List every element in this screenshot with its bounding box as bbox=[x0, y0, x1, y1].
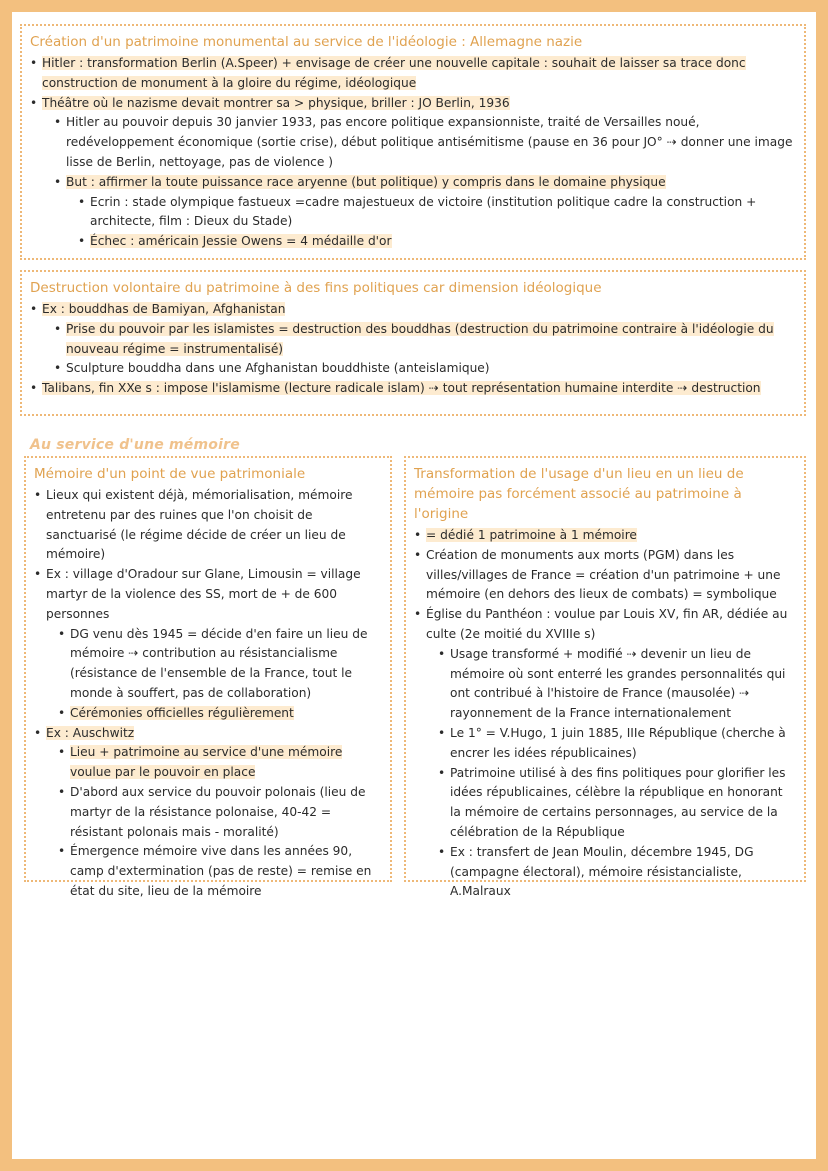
list-item: • Lieux qui existent déjà, mémorialisation, mémoire entretenu par des ruines que l'on choisit de sanctuarisé (le régime décide de créer un lieu de mémoire) bbox=[34, 486, 382, 565]
bullet-list bbox=[34, 486, 382, 902]
bullet-list bbox=[414, 526, 796, 902]
bullet-list bbox=[30, 54, 796, 252]
list-item: • Théâtre où le nazisme devait montrer sa > physique, briller : JO Berlin, 1936 • Hitler au pouvoir depuis 30 janvier 1933, pas encore politique expansionniste, traité de Versailles noué, redéveloppement économique (sortie crise), début politique antisémitisme (pause en 36 pour JO° ⇢ donner une image lisse de Berlin, nettoyage, pas de violence ) • But : affirmer la toute puissance race aryenne (but politique) y compris dans le domaine physique • Ecrin : stade olympique fastueux =cadre majestueux de victoire (institution politique cadre la construction + architecte, film : Dieux du Stade) • Échec : américain Jessie Owens = 4 médaille d'or bbox=[30, 94, 796, 252]
list-item: • Talibans, fin XXe s : impose l'islamisme (lecture radicale islam) ⇢ tout représentation humaine interdite ⇢ destruction bbox=[30, 379, 796, 399]
list-item: • Ex : Auschwitz • Lieu + patrimoine au service d'une mémoire voulue par le pouvoir en place • D'abord aux service du pouvoir polonais (lieu de martyr de la résistance polonaise, 40-42 = résistant polonais mais - moralité) • Émergence mémoire vive dans les années 90, camp d'extermination (pas de reste) = remise en état du site, lieu de la mémoire bbox=[34, 724, 382, 902]
section-title: Mémoire d'un point de vue patrimoniale bbox=[34, 466, 306, 482]
list-item: • D'abord aux service du pouvoir polonais (lieu de martyr de la résistance polonaise, 40-42 = résistant polonais mais - moralité) bbox=[58, 783, 382, 842]
list-item: • Sculpture bouddha dans une Afghanistan bouddhiste (anteislamique) bbox=[54, 359, 796, 379]
list-item: • Ex : transfert de Jean Moulin, décembre 1945, DG (campagne électoral), mémoire résistancialiste, A.Malraux bbox=[438, 843, 796, 902]
list-item: • Hitler : transformation Berlin (A.Speer) + envisage de créer une nouvelle capitale : souhait de laisser sa trace donc construction de monument à la gloire du régime, idéologique bbox=[30, 54, 796, 94]
list-item: • Ecrin : stade olympique fastueux =cadre majestueux de victoire (institution politique cadre la construction + architecte, film : Dieux du Stade) bbox=[78, 193, 796, 233]
section-place-transformation bbox=[404, 456, 806, 899]
list-item: • Lieu + patrimoine au service d'une mémoire voulue par le pouvoir en place bbox=[58, 743, 382, 783]
list-item: • Ex : village d'Oradour sur Glane, Limousin = village martyr de la violence des SS, mort de + de 600 personnes • DG venu dès 1945 = décide d'en faire un lieu de mémoire ⇢ contribution au résistancialisme (résistance de l'ensemble de la France, tout le monde à souffert, pas de collaboration) • Cérémonies officielles régulièrement bbox=[34, 565, 382, 723]
section-nazi-germany bbox=[20, 24, 806, 260]
section-title: Transformation de l'usage d'un lieu en un lieu de mémoire pas forcément associé au patrimoine à l'origine bbox=[414, 466, 744, 522]
list-item: • Patrimoine utilisé à des fins politiques pour glorifier les idées républicaines, célèbre la république en honorant la mémoire de certains personnages, au service de la célébration de la République bbox=[438, 764, 796, 843]
section-title: Création d'un patrimoine monumental au service de l'idéologie : Allemagne nazie bbox=[30, 34, 583, 50]
list-item: • = dédié 1 patrimoine à 1 mémoire bbox=[414, 526, 796, 546]
section-bamiyan bbox=[20, 270, 806, 416]
list-item: • Le 1° = V.Hugo, 1 juin 1885, IIIe République (cherche à encrer les idées républicaines) bbox=[438, 724, 796, 764]
list-item: • Création de monuments aux morts (PGM) dans les villes/villages de France = création d'un patrimoine + une mémoire (en dehors des lieux de combats) = symbolique bbox=[414, 546, 796, 605]
note-page bbox=[12, 12, 816, 1159]
list-item: • Cérémonies officielles régulièrement bbox=[58, 704, 382, 724]
list-item: • Hitler au pouvoir depuis 30 janvier 1933, pas encore politique expansionniste, traité de Versailles noué, redéveloppement économique (sortie crise), début politique antisémitisme (pause en 36 pour JO° ⇢ donner une image lisse de Berlin, nettoyage, pas de violence ) bbox=[54, 113, 796, 172]
list-item: • Prise du pouvoir par les islamistes = destruction des bouddhas (destruction du patrimoine contraire à l'idéologie du nouveau régime = instrumentalisé) bbox=[54, 320, 796, 360]
list-item: • DG venu dès 1945 = décide d'en faire un lieu de mémoire ⇢ contribution au résistancialisme (résistance de l'ensemble de la France, tout le monde à souffert, pas de collaboration) bbox=[58, 625, 382, 704]
memory-heading: Au service d'une mémoire bbox=[30, 437, 240, 453]
section-heritage-memory bbox=[24, 456, 392, 898]
bullet-list bbox=[30, 300, 796, 399]
list-item: • Église du Panthéon : voulue par Louis XV, fin AR, dédiée au culte (2e moitié du XVIIIe s) • Usage transformé + modifié ⇢ devenir un lieu de mémoire où sont enterré les grandes personnalités qui ont contribué à l'histoire de France (mausolée) ⇢ rayonnement de la France internationalement • Le 1° = V.Hugo, 1 juin 1885, IIIe République (cherche à encrer les idées républicaines) • Patrimoine utilisé à des fins politiques pour glorifier les idées républicaines, célèbre la république en honorant la mémoire de certains personnages, au service de la célébration de la République • Ex : transfert de Jean Moulin, décembre 1945, DG (campagne électoral), mémoire résistancialiste, A.Malraux bbox=[414, 605, 796, 902]
list-item: • But : affirmer la toute puissance race aryenne (but politique) y compris dans le domaine physique • Ecrin : stade olympique fastueux =cadre majestueux de victoire (institution politique cadre la construction + architecte, film : Dieux du Stade) • Échec : américain Jessie Owens = 4 médaille d'or bbox=[54, 173, 796, 252]
section-title: Destruction volontaire du patrimoine à des fins politiques car dimension idéologique bbox=[30, 280, 602, 296]
list-item: • Échec : américain Jessie Owens = 4 médaille d'or bbox=[78, 232, 796, 252]
list-item: • Émergence mémoire vive dans les années 90, camp d'extermination (pas de reste) = remise en état du site, lieu de la mémoire bbox=[58, 842, 382, 901]
list-item: • Usage transformé + modifié ⇢ devenir un lieu de mémoire où sont enterré les grandes personnalités qui ont contribué à l'histoire de France (mausolée) ⇢ rayonnement de la France internationalement bbox=[438, 645, 796, 724]
list-item: • Ex : bouddhas de Bamiyan, Afghanistan • Prise du pouvoir par les islamistes = destruction des bouddhas (destruction du patrimoine contraire à l'idéologie du nouveau régime = instrumentalisé) • Sculpture bouddha dans une Afghanistan bouddhiste (anteislamique) bbox=[30, 300, 796, 379]
